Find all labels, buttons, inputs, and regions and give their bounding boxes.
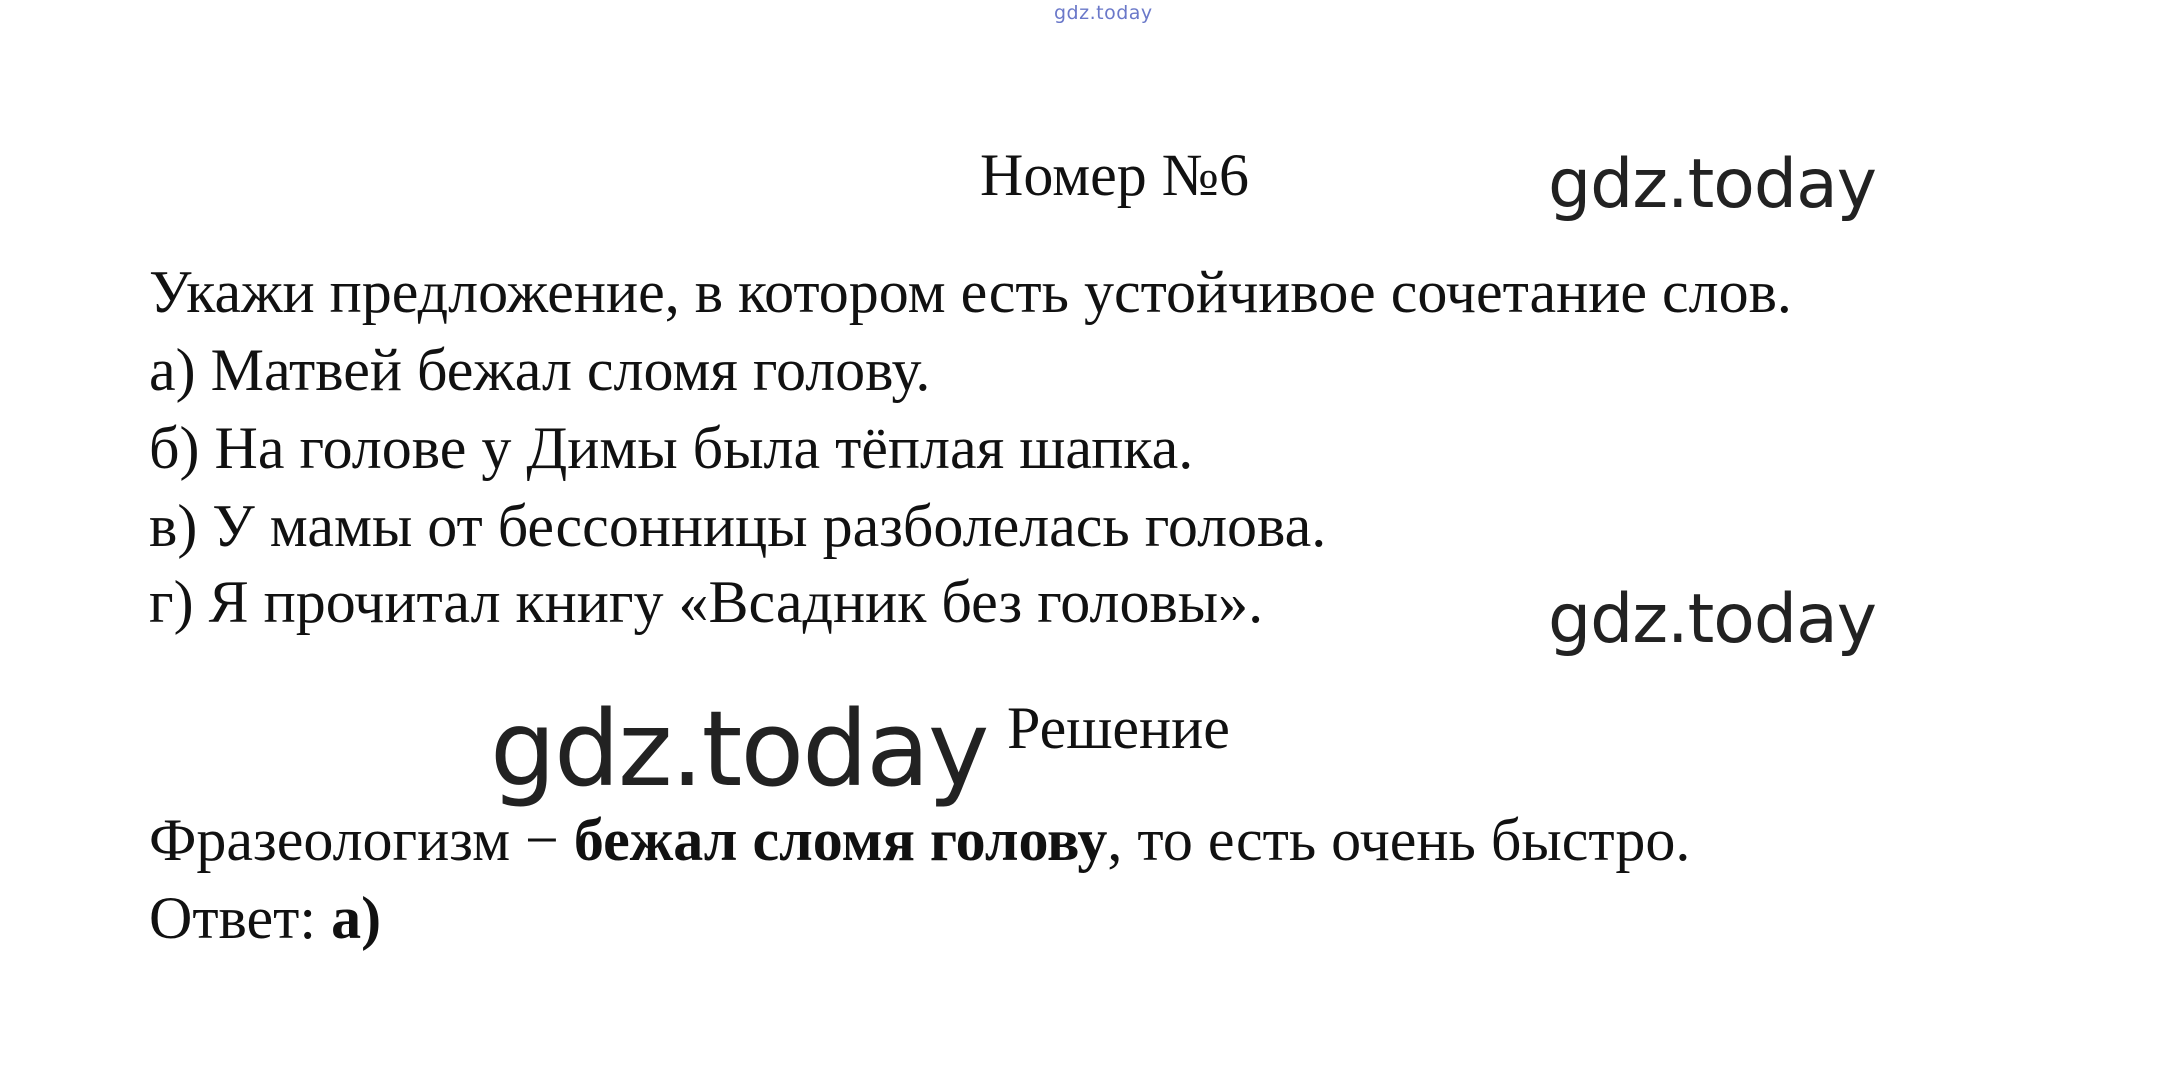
- explanation-suffix: , то есть очень быстро.: [1107, 807, 1691, 873]
- explanation-prefix: Фразеологизм −: [149, 807, 574, 873]
- answer-value: а): [331, 885, 382, 951]
- task-heading: Номер №6: [980, 142, 1250, 208]
- answer-label: Ответ:: [149, 885, 332, 951]
- option-a: а) Матвей бежал сломя голову.: [149, 337, 931, 403]
- watermark-right-middle: gdz.today: [1548, 580, 1876, 659]
- solution-explanation: [149, 807, 1691, 873]
- option-c: в) У мамы от бессонницы разболелась голова.: [149, 493, 1327, 559]
- watermark-left-large: gdz.today: [490, 688, 988, 810]
- watermark-right-top: gdz.today: [1548, 145, 1876, 224]
- answer-line: [149, 885, 382, 951]
- task-question: Укажи предложение, в котором есть устойчивое сочетание слов.: [149, 259, 1792, 325]
- solution-title: Решение: [1007, 695, 1230, 761]
- option-b: б) На голове у Димы была тёплая шапка.: [149, 415, 1194, 481]
- watermark-top: gdz.today: [1054, 2, 1153, 24]
- explanation-phrase: бежал сломя голову: [573, 807, 1108, 873]
- option-d: г) Я прочитал книгу «Всадник без головы».: [149, 569, 1264, 635]
